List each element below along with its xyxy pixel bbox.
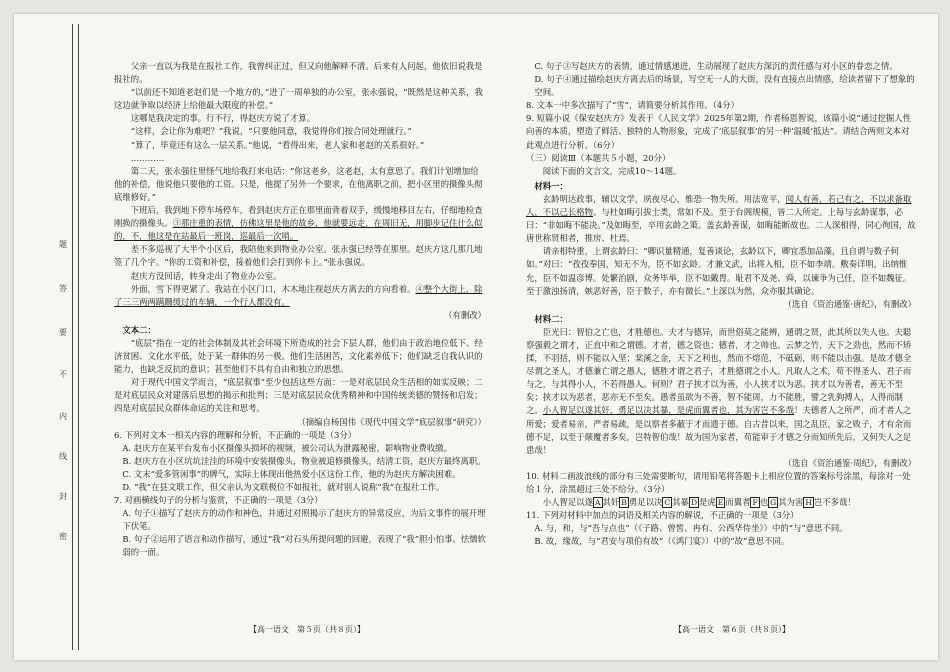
q10-prefix: 小人智足以遂: [542, 497, 594, 508]
q10-marker-b[interactable]: B: [621, 498, 627, 508]
text1-paragraph: “算了，毕竟还有这么一层关系。”他说，“看得出来，老人家和老赵的关系很好。”: [130, 139, 425, 150]
material-1-heading: 材料一：: [534, 180, 568, 191]
q11-option-b: B. 故，缘故，与“君安与项伯有故”（《鸿门宴》）中的“故”意思不同。: [534, 536, 790, 547]
text1-ellipsis: …………: [130, 152, 165, 163]
q10-marker-g[interactable]: G: [770, 498, 777, 508]
q10-token: 其奸: [602, 497, 620, 508]
text1-paragraph: 父亲一直以为我是在报社工作，我曾纠正过，但又向他解释不清。后来有人问起，他依旧说我是报社的。: [114, 61, 483, 85]
material-2-heading: 材料二：: [534, 313, 568, 324]
text1-paragraph: 这哪是我决定的事。行不行，得赵庆方说了才算。: [130, 113, 316, 124]
q10-segmentation-line: [526, 496, 916, 509]
seal-char: 线: [59, 452, 67, 461]
m1-underlined: 闻人有善，若己有之，不以求备取人，不以己长格物: [526, 193, 912, 218]
right-page-column: [526, 60, 916, 548]
m2-text: ！夫德者人之所严，而才者人之所爱；爱者易亲，严者易疏，是以察者多蔽于才而遗于德。自古昔以来，国之乱臣，家之败子，才有余而德不足，以至于颠覆者多矣，岂特智伯哉！故为国为家者，苟能审于才德之分而知所先后，又何失人之足患哉！: [526, 405, 912, 455]
text1-plain: 外面，雪下得更紧了。我站在小区门口，木木地注视赵庆方离去的方向看着。: [130, 283, 416, 294]
text2-paragraph: “底层”指在一定的社会体制及其社会环境下所造成的社会下层人群，他们由于政治地位低下、经济贫困、文化水平低，处于某一群体的另一极。他们生活困苦，文化素养低下；他们缺乏自我认识的能力，也缺乏反抗的意识；甚至他们不具有自由和独立的思想。: [114, 337, 483, 375]
text2-source: （摘编自杨国伟《现代中国文学“底层叙事”研究》）: [297, 416, 486, 427]
question-11: 11. 下列对材料中加点的词语及相关内容的解说，不正确的一项是（3分）: [526, 510, 799, 521]
seal-char: 不: [59, 370, 67, 379]
m1-text: 玄龄明达政事，辅以文学，夙夜尽心，惟恐一物失所。用法宽平，: [542, 193, 786, 204]
q11-option-a: A. 与，和，与“吾与点也”（《子路、曾皙、冉有、公西华侍坐》）中的“与”意思不同。: [534, 523, 848, 534]
q10-token: 岂不多哉！: [813, 497, 856, 508]
q7-option-c: C. 句子③写赵庆方的表情，通过情感递进，生动展现了赵庆方深沉的责任感与对小区的眷恋之情。: [534, 61, 898, 71]
q7-option-a: A. 句子①描写了赵庆方的动作和神色，并通过对照揭示了赵庆方的异常反应，为后文事件的展开埋下伏笔。: [122, 508, 486, 532]
margin-line: [72, 24, 73, 650]
q10-marker-e[interactable]: E: [717, 498, 724, 508]
material-2-paragraph: [526, 326, 916, 457]
q10-marker-d[interactable]: D: [690, 498, 698, 508]
page-footer-left: 【高一语文 第５页（共８页）】: [249, 625, 365, 634]
page-footer-right: 【高一语文 第６页（共８页）】: [674, 625, 790, 634]
text1-paragraph: 赵庆方没回话，转身走出了物业办公室。: [130, 270, 282, 281]
seal-char: 密: [59, 532, 67, 541]
q6-option-b: B. 赵庆方在小区坑坑洼洼的环境中安装摄像头，物业被追修摄像头，结清工资，赵庆方最终离职。: [122, 455, 486, 466]
section-3-heading: （三）阅读Ⅲ（本题共５小题，20分）: [526, 152, 671, 163]
q7-option-d: D. 句子④通过描绘赵庆方离去后的场景，写空无一人的大街，没有直接点出情感，给读者留下了想象的空间。: [534, 74, 915, 98]
q10-token: 而翼者: [725, 497, 751, 508]
text1-note: （有删改）: [444, 309, 486, 320]
material-1-paragraph: 请亲相特重，上谓玄龄曰：“卿识量精通，复善谈论，玄龄以下，卿宜悉加品藻，且自谓与数子何如。”对曰：“孜孜奉国，知无不为，臣不如玄龄。才兼文武，出将入相，臣不如李靖。敷奏详明，出纳惟允，臣不如温彦博。处繁治剧，众务毕举，臣不如戴胄。耻君不及尧、舜，以谏争为己任，臣不如魏征。至于激浊扬清，嫉恶好善，臣于数子，亦有微长。”上深以为然，众亦服其确论。: [526, 246, 912, 296]
q10-token: 其暴: [672, 497, 689, 508]
text1-paragraph: 差不多巡视了大半个小区后，我陪他来到物业办公室。张永强已经等在那里。赵庆方这几那几地签了几个字。“你的工资和补偿，接着他们会打到你卡上。”张永强说。: [114, 244, 483, 268]
text1-paragraph: 第二天，张永强往里怪气地给我打来电话：“你这老乡，这老赵，太有意思了。我们计划增加给他的补偿，他说他只要他的工资。只是，他提了另外一个要求，在他离职之前，把小区里的摄像头彻底维修好。”: [114, 165, 483, 202]
seal-char: 要: [59, 328, 67, 337]
seal-char: 题: [59, 240, 67, 249]
m1-text: 。与杜如晦引拔士类，常如不及。至于台阁规模，皆二人所定。上每与玄龄谋事，必曰：“非如晦不能决。”及如晦至，卒用玄龄之策。盖玄龄善谋，如晦能断故也。二人深相得，同心徇国，故唐世称贤相者，推房、杜焉。: [526, 207, 916, 244]
question-9: 9. 短篇小说《保安赵庆方》发表于《人民文学》2025年第2期，作者杨恩智说，该篇小说“通过挖掘人性向善的本质，塑造了鲜活、独特的人物形象，完成了‘底层叙事’的另一种‘温暖’抵达”。请结合两则文本对此观点进行分析。（6分）: [526, 113, 911, 150]
q10-marker-f[interactable]: F: [752, 498, 758, 508]
text2-paragraph: 对于现代中国文学而言，“底层叙事”至少包括这些方面：一是对底层民众生活相的如实反映；二是对底层民众对建落后思想的揭示和批判；三是对底层民众优秀精神和中国传统美德的赞扬和启发；四是对底层民众群体命运的关注和思考。: [114, 377, 483, 414]
q6-option-c: C. 文末“爱多管闲事”的牌气，实际上体现出他热爱小区这份工作，他的为赵庆方解决困难。: [122, 468, 461, 479]
question-6: 6. 下列对文本一相关内容的理解和分析，不正确的一项是（3分）: [114, 429, 357, 440]
margin-line: [78, 24, 79, 650]
text1-paragraph: [114, 204, 486, 243]
left-page-column: [114, 60, 486, 560]
exam-sheet: [14, 14, 938, 660]
text1-plain: 下班后，我到地下停车场停车，看到赵庆方正在那里面背着双手，缓慢地移目左右，仔细地检查刚换的摄像头。: [114, 205, 483, 229]
question-7: 7. 对画横线句子的分析与鉴赏，不正确的一项是（3分）: [114, 495, 323, 506]
q10-marker-h[interactable]: H: [805, 498, 812, 508]
underlined-sentence-3: ③那庄重的表情，仿佛这里是他的故乡，他就要远走，在周旧无，用脚步记住什么似的，不，他这是在站最后一班岗，巡最后一次哨。: [114, 218, 483, 242]
question-10: 10. 材料二画波浪线的部分有三处需要断句，请用铅笔将答题卡上相应位置的答案标号涂黑，每涂对一处给１分，涂黑超过三处不给分。（3分）: [526, 470, 911, 494]
text1-paragraph: “这样，会让你为难吧？”我说，“只要他同意，我觉得你们按合同处理就行。”: [130, 126, 412, 137]
seal-char: 内: [59, 412, 67, 421]
q10-token: 其为害: [778, 497, 804, 508]
q10-marker-a[interactable]: A: [595, 498, 601, 508]
material-2-source: （选自《资治通鉴·周纪》，有删改）: [783, 457, 916, 468]
q6-option-d: D. “我”在县文联工作，但父亲认为文联极位不如报社，就对别人说称“我”在报社工作。: [122, 482, 445, 492]
text2-heading: 文本二：: [122, 324, 156, 335]
question-8: 8. 文本一中多次描写了“雪”，请简要分析其作用。（4分）: [526, 100, 739, 111]
q6-option-a: A. 赵庆方在某平台发布小区摄像头损坏的视频，被公司认为泄露秘密，影响物业费收缴。: [122, 442, 453, 453]
m2-text: 臣光曰：智伯之亡也，才胜德也。夫才与德异，而世俗莫之能辨，通谓之贤，此其所以失人也。夫聪察强毅之谓才，正直中和之谓德。才者，德之资也；德者，才之帅也。云梦之竹，天下之劲也，然而不矫揉，不羽括，则不能以入坚；棠溪之金，天下之利也，然而不熔范，不砥砺，则不能以击强。是故才德全尽谓之圣人，才德兼亡谓之愚人，德胜才谓之君子，才胜德谓之小人。凡取人之术，苟不得圣人、君子而与之，与其得小人，不若得愚人。何则？君子挟才以为善，小人挟才以为恶。挟才以为善者，善无不至矣；挟才以为恶者，恶亦无不至矣。愚者虽欲为不善，智不能周，力不能胜，譬之乳狗搏人，人得而制之。: [526, 326, 912, 416]
text1-paragraph: [114, 283, 486, 309]
seal-char: 封: [59, 492, 67, 501]
q10-token: 勇足以决: [628, 497, 663, 508]
material-1-source: （选自《资治通鉴·唐纪》，有删改）: [783, 298, 916, 309]
underlined-sentence-4: ④整个大街上，除了三三两两蹒跚缓过的车辆，一个行人都没有。: [114, 283, 483, 307]
section-3-instruction: 阅读下面的文言文，完成10～14题。: [542, 165, 682, 176]
m2-wavy-underlined: 小人智足以遂其奸，勇足以决其暴，是虎而翼者也，其为害岂不多哉: [542, 405, 794, 416]
q10-marker-c[interactable]: C: [664, 498, 671, 508]
seal-margin: [14, 14, 86, 660]
text1-paragraph: “以前还不知道老赵们是一个地方的，”进了一周单独的办公室，张永强说，“既然是这种关系，我这边就争取以经济上给他最大限度的补偿。”: [114, 87, 483, 111]
q7-option-b: B. 句子②运用了语言和动作描写，通过“我”对石头所提问题的回避，表现了“我”胆小怕事、怯懦软弱的一面。: [122, 534, 486, 558]
q10-token: 也: [759, 497, 769, 508]
material-1-paragraph: [526, 193, 916, 245]
q10-token: 是虎: [699, 497, 716, 508]
seal-char: 答: [59, 284, 67, 293]
